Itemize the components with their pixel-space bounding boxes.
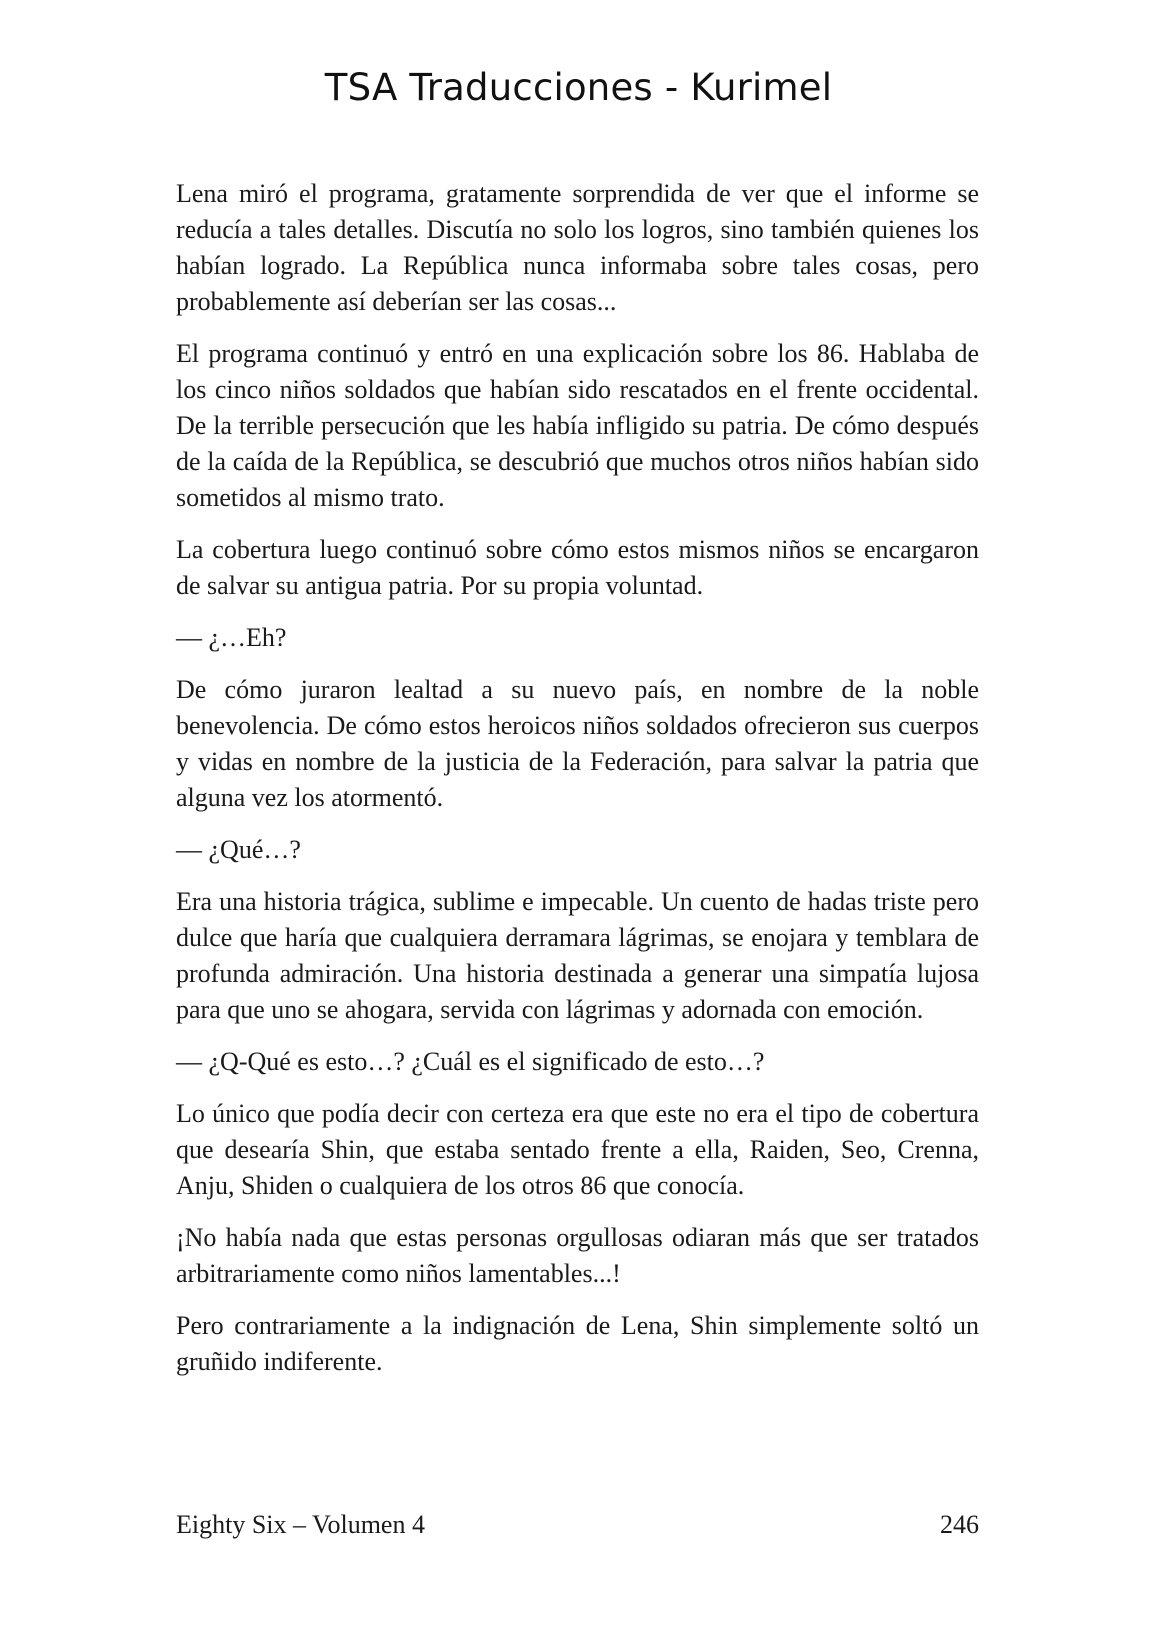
- paragraph: Lo único que podía decir con certeza era que este no era el tipo de cobertura que desearía Shin, que estaba sentado frente a ella, Raiden, Seo, Crenna, Anju, Shiden o cualquiera de los otros 86 que conocía.: [176, 1099, 979, 1200]
- paragraph: ¡No había nada que estas personas orgullosas odiaran más que ser tratados arbitrariamente como niños lamentables...!: [176, 1223, 979, 1288]
- paragraph: Lena miró el programa, gratamente sorprendida de ver que el informe se reducía a tales detalles. Discutía no solo los logros, sino también quienes los habían logrado. La República nunca informaba sobre tales cosas, pero probablemente así deberían ser las cosas...: [176, 179, 979, 316]
- paragraph: Era una historia trágica, sublime e impecable. Un cuento de hadas triste pero dulce que haría que cualquiera derramara lágrimas, se enojara y temblara de profunda admiración. Una historia destinada a generar una simpatía lujosa para que uno se ahogara, servida con lágrimas y adornada con emoción.: [176, 887, 979, 1024]
- page-body: [176, 176, 979, 1396]
- footer-book-title: Eighty Six – Volumen 4: [176, 1510, 425, 1539]
- paragraph: Pero contrariamente a la indignación de Lena, Shin simplemente soltó un gruñido indiferente.: [176, 1311, 979, 1376]
- dialogue-line: — ¿Q-Qué es esto…? ¿Cuál es el significado de esto…?: [176, 1047, 765, 1076]
- paragraph: De cómo juraron lealtad a su nuevo país, en nombre de la noble benevolencia. De cómo estos heroicos niños soldados ofrecieron sus cuerpos y vidas en nombre de la justicia de la Federación, para salvar la patria que alguna vez los atormentó.: [176, 675, 979, 812]
- paragraph: El programa continuó y entró en una explicación sobre los 86. Hablaba de los cinco niños soldados que habían sido rescatados en el frente occidental. De la terrible persecución que les había infligido su patria. De cómo después de la caída de la República, se descubrió que muchos otros niños habían sido sometidos al mismo trato.: [176, 339, 979, 512]
- page-header-title: TSA Traducciones - Kurimel: [324, 66, 833, 109]
- paragraph: La cobertura luego continuó sobre cómo estos mismos niños se encargaron de salvar su antigua patria. Por su propia voluntad.: [176, 535, 979, 600]
- footer-page-number: 246: [940, 1510, 979, 1539]
- dialogue-line: — ¿Qué…?: [176, 835, 301, 864]
- dialogue-line: — ¿…Eh?: [176, 623, 287, 652]
